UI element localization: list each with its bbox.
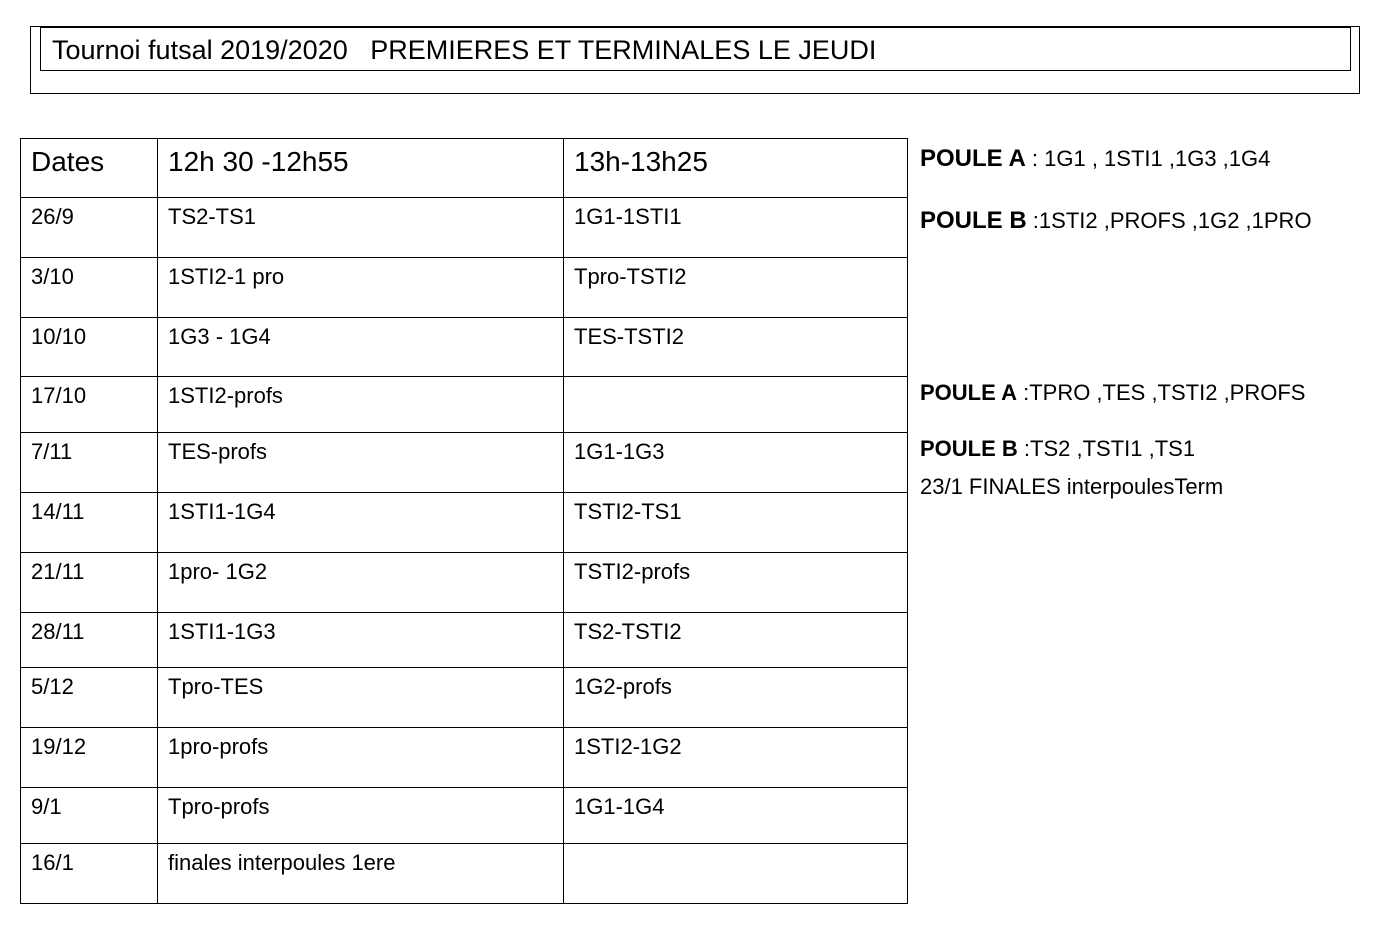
slot2-cell: 1G1-1G3	[564, 433, 908, 493]
slot1-cell: 1STI2-1 pro	[158, 258, 564, 318]
slot1-cell: 1STI1-1G4	[158, 493, 564, 553]
date-cell: 28/11	[21, 613, 158, 668]
table-row	[21, 377, 908, 433]
date-cell: 26/9	[21, 198, 158, 258]
slot2-cell: 1G1-1STI1	[564, 198, 908, 258]
slot2-cell: TS2-TSTI2	[564, 613, 908, 668]
date-cell: 9/1	[21, 788, 158, 844]
date-cell: 17/10	[21, 377, 158, 433]
pool-a-label: POULE A	[920, 145, 1026, 172]
slot1-cell: finales interpoules 1ere	[158, 844, 564, 904]
date-cell: 5/12	[21, 668, 158, 728]
schedule-table	[20, 138, 908, 904]
slot1-cell: 1STI2-profs	[158, 377, 564, 433]
table-row	[21, 844, 908, 904]
table-row	[21, 553, 908, 613]
date-cell: 19/12	[21, 728, 158, 788]
pool-a-premieres	[920, 145, 1270, 173]
pool-a-label: POULE A	[920, 380, 1017, 405]
column-header-slot1: 12h 30 -12h55	[158, 139, 564, 198]
pool-b-terminales	[920, 436, 1195, 462]
pool-b-teams: :1STI2 ,PROFS ,1G2 ,1PRO	[1026, 208, 1312, 233]
date-cell: 10/10	[21, 318, 158, 377]
table-row	[21, 668, 908, 728]
date-cell: 16/1	[21, 844, 158, 904]
slot2-cell: 1G2-profs	[564, 668, 908, 728]
date-cell: 14/11	[21, 493, 158, 553]
slot2-cell: 1STI2-1G2	[564, 728, 908, 788]
slot1-cell: Tpro-profs	[158, 788, 564, 844]
slot1-cell: Tpro-TES	[158, 668, 564, 728]
slot2-cell: TSTI2-profs	[564, 553, 908, 613]
column-header-dates: Dates	[21, 139, 158, 198]
table-row	[21, 318, 908, 377]
pool-a-teams: : 1G1 , 1STI1 ,1G3 ,1G4	[1025, 146, 1271, 171]
slot2-cell	[564, 844, 908, 904]
pool-b-teams: :TS2 ,TSTI1 ,TS1	[1017, 436, 1196, 461]
slot1-cell: 1pro- 1G2	[158, 553, 564, 613]
pool-b-premieres	[920, 207, 1312, 235]
table-row	[21, 613, 908, 668]
date-cell: 7/11	[21, 433, 158, 493]
pool-a-teams: :TPRO ,TES ,TSTI2 ,PROFS	[1016, 380, 1306, 405]
finals-note: 23/1 FINALES interpoulesTerm	[920, 474, 1224, 499]
table-row	[21, 433, 908, 493]
slot1-cell: 1G3 - 1G4	[158, 318, 564, 377]
slot2-cell: TES-TSTI2	[564, 318, 908, 377]
table-row	[21, 493, 908, 553]
slot1-cell: 1STI1-1G3	[158, 613, 564, 668]
slot2-cell: TSTI2-TS1	[564, 493, 908, 553]
table-row	[21, 198, 908, 258]
slot2-cell	[564, 377, 908, 433]
slot1-cell: TES-profs	[158, 433, 564, 493]
pool-b-label: POULE B	[920, 207, 1027, 234]
page-title: Tournoi futsal 2019/2020 PREMIERES ET TERMINALES LE JEUDI	[40, 27, 1351, 71]
pool-a-terminales	[920, 380, 1305, 406]
slot2-cell: Tpro-TSTI2	[564, 258, 908, 318]
pool-b-label: POULE B	[920, 436, 1018, 461]
table-row	[21, 728, 908, 788]
slot1-cell: 1pro-profs	[158, 728, 564, 788]
slot2-cell: 1G1-1G4	[564, 788, 908, 844]
table-row	[21, 258, 908, 318]
date-cell: 21/11	[21, 553, 158, 613]
title-box	[30, 26, 1360, 94]
table-header-row	[21, 139, 908, 198]
column-header-slot2: 13h-13h25	[564, 139, 908, 198]
date-cell: 3/10	[21, 258, 158, 318]
slot1-cell: TS2-TS1	[158, 198, 564, 258]
table-row	[21, 788, 908, 844]
